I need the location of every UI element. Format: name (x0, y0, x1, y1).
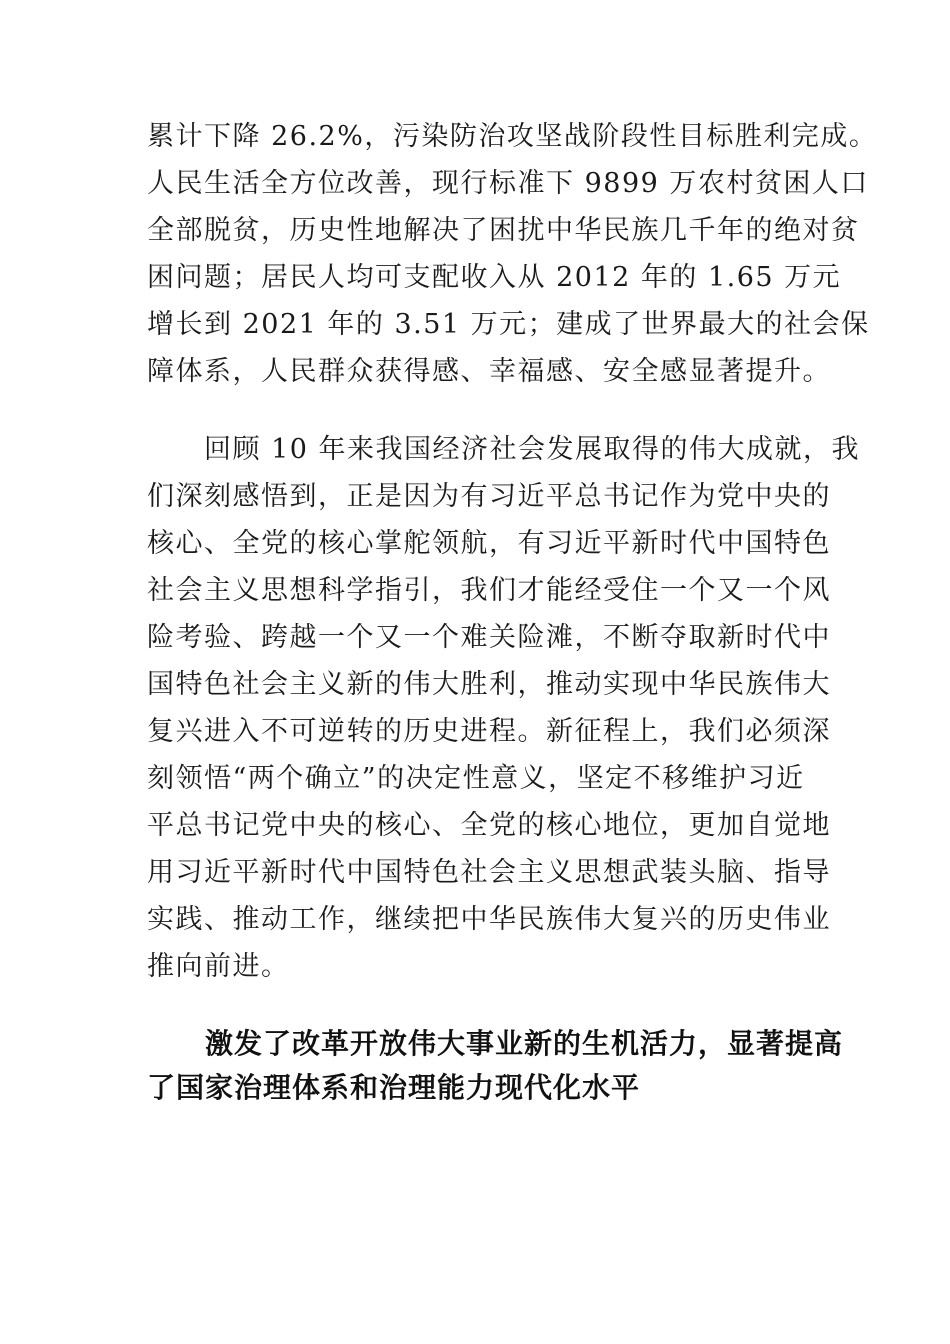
paragraph-line: 推向前进。 (147, 951, 290, 982)
paragraph-line: 们深刻感悟到，正是因为有习近平总书记作为党中央的 (147, 481, 831, 512)
paragraph-line: 复兴进入不可逆转的历史进程。新征程上，我们必须深 (147, 716, 831, 747)
paragraph-line: 实践、推动工作，继续把中华民族伟大复兴的历史伟业 (147, 904, 831, 935)
paragraph-line: 累计下降 26.2%，污染防治攻坚战阶段性目标胜利完成。 (147, 121, 878, 152)
paragraph-line: 险考验、跨越一个又一个难关险滩，不断夺取新时代中 (147, 622, 831, 653)
section-heading-line: 激发了改革开放伟大事业新的生机活力，显著提高 (147, 1027, 844, 1060)
paragraph-line: 人民生活全方位改善，现行标准下 9899 万农村贫困人口 (147, 168, 869, 199)
paragraph-line: 困问题；居民人均可支配收入从 2012 年的 1.65 万元 (147, 262, 842, 293)
paragraph-line: 回顾 10 年来我国经济社会发展取得的伟大成就，我 (147, 434, 861, 465)
paragraph-line: 核心、全党的核心掌舵领航，有习近平新时代中国特色 (147, 528, 831, 559)
paragraph-line: 增长到 2021 年的 3.51 万元；建成了世界最大的社会保 (147, 309, 870, 340)
paragraph-line: 障体系，人民群众获得感、幸福感、安全感显著提升。 (147, 356, 831, 387)
paragraph-line: 用习近平新时代中国特色社会主义思想武装头脑、指导 (147, 857, 831, 888)
paragraph-line: 社会主义思想科学指引，我们才能经受住一个又一个风 (147, 575, 831, 606)
paragraph-line: 刻领悟“两个确立”的决定性意义，坚定不移维护习近 (147, 763, 805, 794)
paragraph-line: 全部脱贫，历史性地解决了困扰中华民族几千年的绝对贫 (147, 215, 860, 246)
paragraph-line: 平总书记党中央的核心、全党的核心地位，更加自觉地 (147, 810, 831, 841)
section-heading-line: 了国家治理体系和治理能力现代化水平 (147, 1071, 641, 1104)
paragraph-line: 国特色社会主义新的伟大胜利，推动实现中华民族伟大 (147, 669, 831, 700)
